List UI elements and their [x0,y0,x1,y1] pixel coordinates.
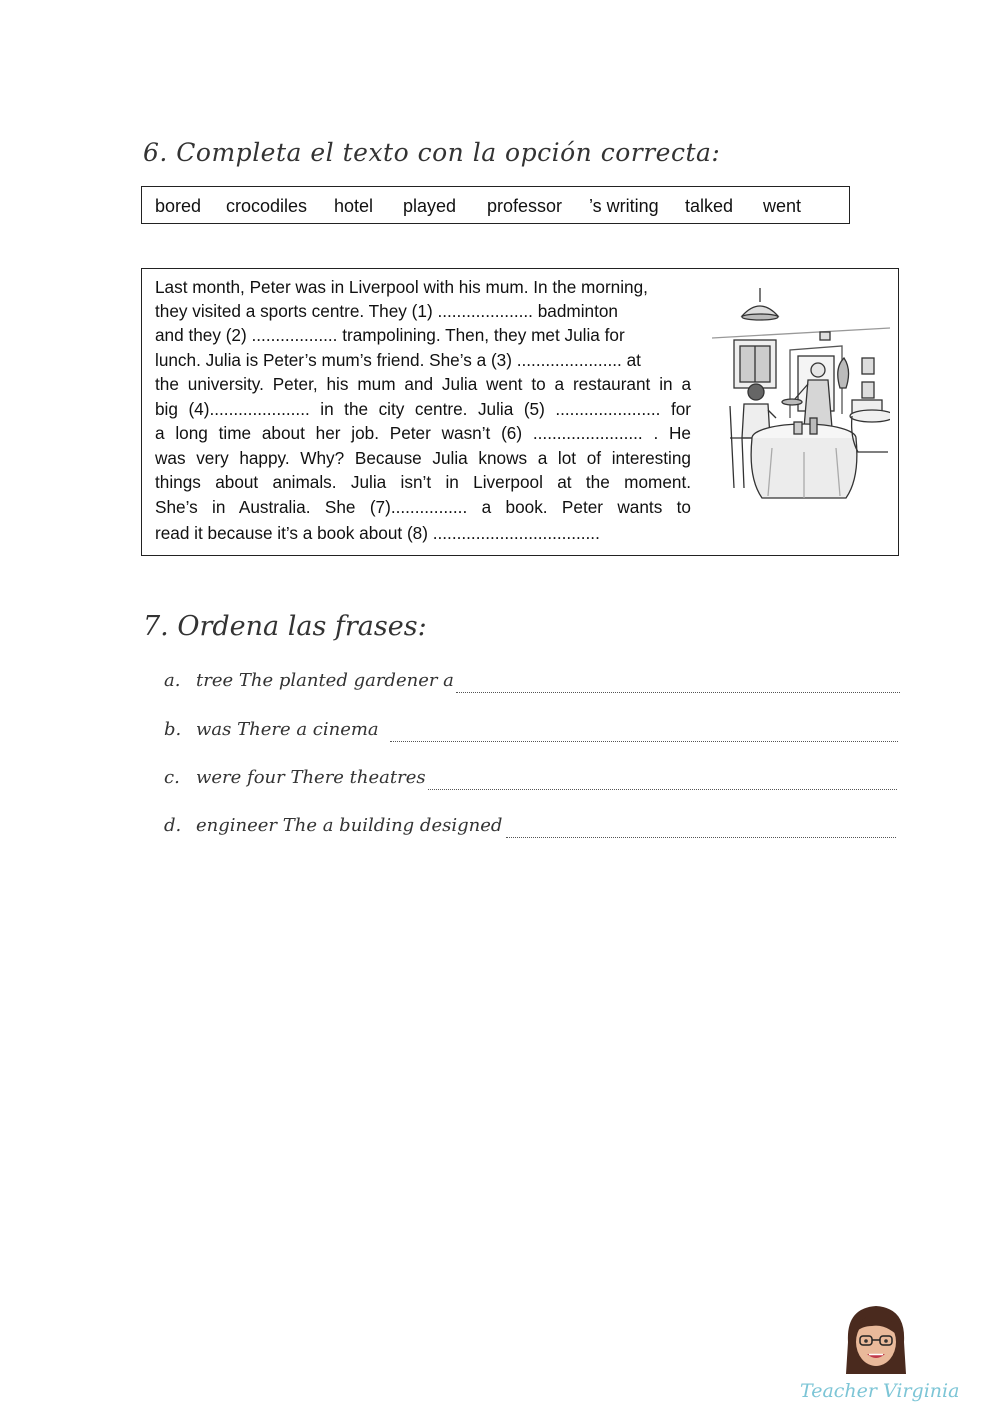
scrambled-words: tree The planted gardener a [196,670,454,691]
text-line: and they (2) .................. trampolining. Then, they met Julia for [155,325,625,345]
word-bank-item: ’s writing [589,196,659,216]
item-letter: c. [164,767,180,788]
text-line: the university. Peter, his mum and Julia went to a restaurant in a [155,374,691,394]
text-line: Last month, Peter was in Liverpool with his mum. In the morning, [155,277,648,297]
order-item [164,767,900,797]
word-bank-item: hotel [334,196,374,216]
text-line: a long time about her job. Peter wasn’t (6) ....................... . He [155,423,691,443]
restaurant-illustration [712,288,890,510]
word-bank-item: played [403,196,457,216]
exercise-7-title: 7. Ordena las frases: [143,611,427,642]
scrambled-words: were four There theatres [196,767,426,788]
text-line: things about animals. Julia isn’t in Liverpool at the moment. [155,472,691,492]
exercise-6-title: 6. Completa el texto con la opción correcta: [143,138,721,167]
teacher-signature: Teacher Virginia [800,1380,960,1402]
word-bank-item: professor [487,196,563,216]
scrambled-words: engineer The a building designed [196,815,503,836]
word-bank [141,186,850,224]
answer-line[interactable] [456,692,900,693]
scrambled-words: was There a cinema [196,719,379,740]
word-bank-item: bored [155,196,202,216]
item-letter: b. [164,719,182,740]
item-letter: a. [164,670,181,691]
text-line: big (4)..................... in the city centre. Julia (5) ...................... for [155,399,691,419]
word-bank-item: crocodiles [226,196,308,216]
text-line: was very happy. Why? Because Julia knows a lot of interesting [155,448,691,468]
text-line: She’s in Australia. She (7)................ a book. Peter wants to [155,497,691,517]
answer-line[interactable] [506,837,896,838]
answer-line[interactable] [390,741,898,742]
word-bank-item: went [763,196,802,216]
word-bank-item: talked [685,196,734,216]
order-item [164,815,900,845]
item-letter: d. [164,815,182,836]
order-item [164,719,900,749]
text-line: lunch. Julia is Peter’s mum’s friend. She’s a (3) ...................... at [155,350,641,370]
teacher-avatar [838,1302,914,1378]
order-item [164,670,900,700]
text-line: they visited a sports centre. They (1) .................... badminton [155,301,618,321]
answer-line[interactable] [428,789,897,790]
text-line: read it because it’s a book about (8) ................................... [155,523,600,543]
